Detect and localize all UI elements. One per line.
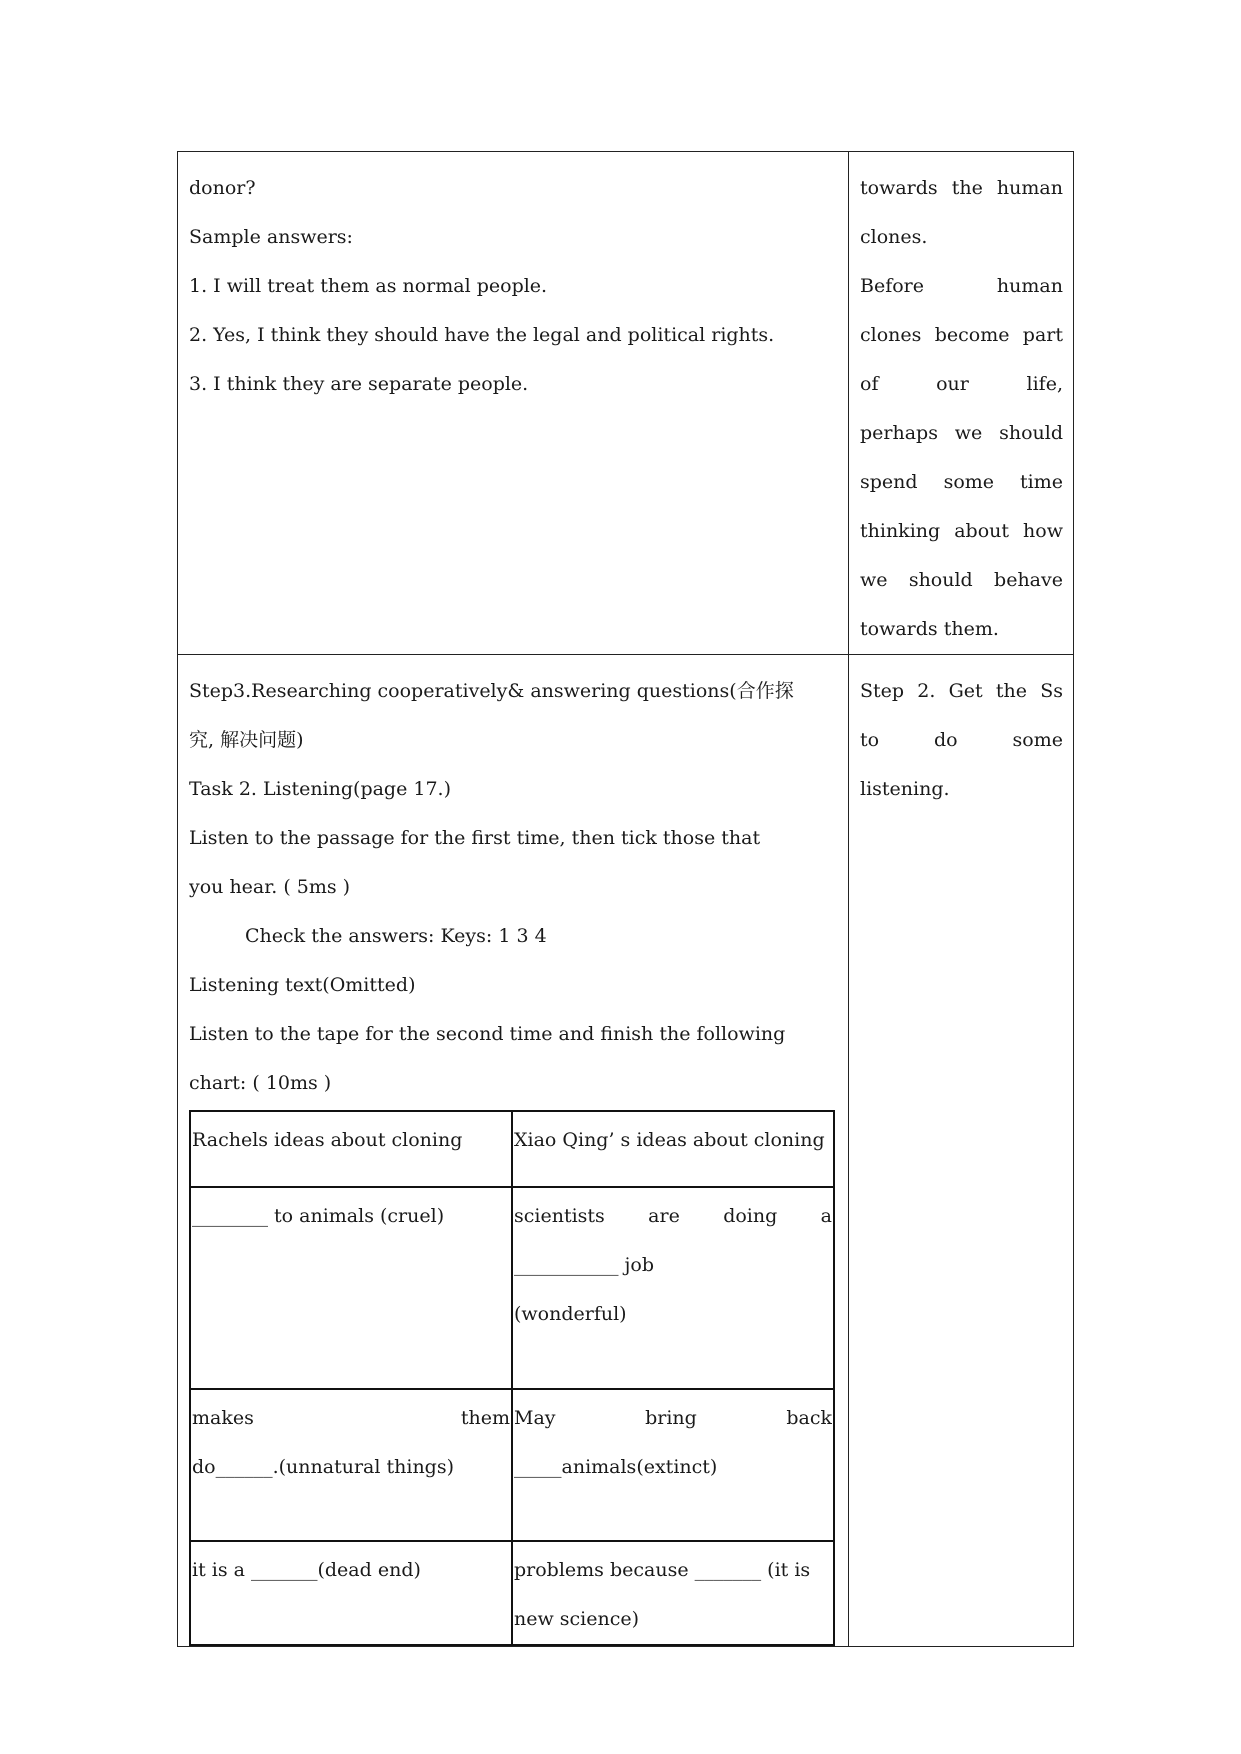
chart-cell: makes them do______.(unnatural things) [190, 1389, 512, 1541]
text-line: thinking about how [860, 520, 1063, 542]
chart-row [190, 1541, 834, 1645]
text-line: listening. [860, 778, 950, 800]
lesson-plan-table [177, 151, 1074, 1647]
text-line: clones. [860, 226, 928, 248]
text-line: towards the human [860, 177, 1063, 199]
text-line: you hear. ( 5ms ) [189, 876, 351, 898]
text-line: of our life, [860, 373, 1063, 395]
text-line: Check the answers: Keys: 1 3 4 [245, 925, 547, 947]
purpose-cell [849, 152, 1074, 655]
text-line: to do some [860, 729, 1063, 751]
text-line: towards them. [860, 618, 999, 640]
chart-header: Xiao Qing’ s ideas about cloning [512, 1111, 834, 1187]
procedure-cell [178, 152, 849, 655]
text-line: Step 2. Get the Ss [860, 680, 1063, 702]
purpose-cell [849, 655, 1074, 1647]
table-row [178, 655, 1074, 1647]
cloning-ideas-chart [189, 1110, 835, 1646]
chart-row [190, 1389, 834, 1541]
text-line: 究, 解决问题) [189, 729, 304, 751]
table-row [178, 152, 1074, 655]
text-line: perhaps we should [860, 422, 1063, 444]
text-line: 2. Yes, I think they should have the legal and political rights. [189, 324, 775, 346]
text-line: chart: ( 10ms ) [189, 1072, 332, 1094]
text-line: 1. I will treat them as normal people. [189, 275, 548, 297]
text-line: clones become part [860, 324, 1063, 346]
text-line: Listen to the tape for the second time and finish the following [189, 1023, 786, 1045]
text-line: spend some time [860, 471, 1063, 493]
text-line: Sample answers: [189, 226, 353, 248]
text-line: Listen to the passage for the first time, then tick those that [189, 827, 761, 849]
text-line: we should behave [860, 569, 1063, 591]
text-line: Listening text(Omitted) [189, 974, 416, 996]
text-line: Before human [860, 275, 1063, 297]
chart-cell: May bring back _____animals(extinct) [512, 1389, 834, 1541]
chart-cell: ________ to animals (cruel) [190, 1187, 512, 1389]
chart-cell: problems because _______ (it is new science) [512, 1541, 834, 1645]
text-line: donor? [189, 177, 256, 199]
chart-row [190, 1187, 834, 1389]
step-heading: Step3.Researching cooperatively& answering questions(合作探 [189, 680, 794, 702]
chart-cell: scientists are doing a ___________ job (wonderful) [512, 1187, 834, 1389]
chart-cell: it is a _______(dead end) [190, 1541, 512, 1645]
procedure-cell [178, 655, 849, 1647]
text-line: 3. I think they are separate people. [189, 373, 529, 395]
chart-header: Rachels ideas about cloning [190, 1111, 512, 1187]
chart-header-row [190, 1111, 834, 1187]
task-heading: Task 2. Listening(page 17.) [189, 778, 452, 800]
